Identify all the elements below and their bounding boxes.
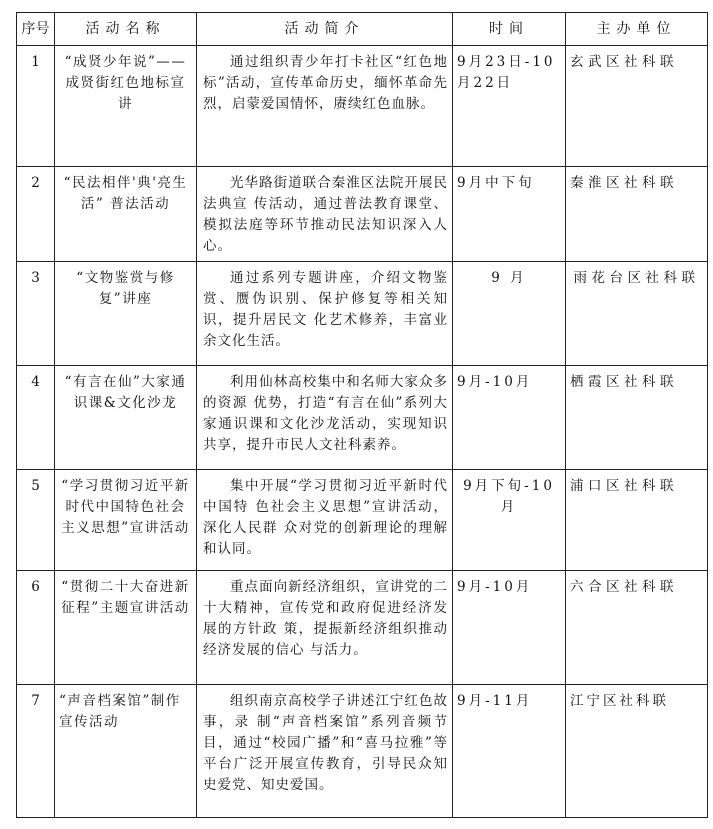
row-org: 浦口区社科联 — [566, 470, 708, 571]
row-no: 4 — [17, 366, 55, 470]
header-desc: 活动简介 — [197, 13, 453, 46]
row-org: 雨花台区社科联 — [566, 262, 708, 366]
activity-table — [16, 12, 708, 818]
row-name: “贯彻二十大奋进新征程”主题宣讲活动 — [55, 571, 197, 685]
row-org: 江宁区社科联 — [566, 685, 708, 818]
table-row — [17, 470, 708, 571]
table-row — [17, 685, 708, 818]
row-time: 9月-11月 — [453, 685, 566, 818]
row-no: 1 — [17, 46, 55, 167]
row-time: 9月-10月 — [453, 366, 566, 470]
row-no: 7 — [17, 685, 55, 818]
table-row — [17, 366, 708, 470]
row-no: 6 — [17, 571, 55, 685]
row-desc: 通过系列专题讲座，介绍文物鉴赏、赝伪识别、保护修复等相关知识，提升居民文 化艺术修养，丰富业余文化生活。 — [197, 262, 453, 366]
table-row — [17, 167, 708, 262]
table-row — [17, 46, 708, 167]
header-no: 序号 — [17, 13, 55, 46]
row-time: 9月中下旬 — [453, 167, 566, 262]
row-org: 秦淮区社科联 — [566, 167, 708, 262]
row-time: 9月-10月 — [453, 571, 566, 685]
row-desc: 重点面向新经济组织，宣讲党的二十大精神，宣传党和政府促进经济发展的方针政 策，提振新经济组织推动经济发展的信心 与活力。 — [197, 571, 453, 685]
row-name: “文物鉴赏与修复”讲座 — [55, 262, 197, 366]
row-name: “有言在仙”大家通识课&文化沙龙 — [55, 366, 197, 470]
table-row — [17, 571, 708, 685]
row-name: “声音档案馆”制作宣传活动 — [55, 685, 197, 818]
row-time: 9 月 — [453, 262, 566, 366]
row-org: 六合区社科联 — [566, 571, 708, 685]
row-no: 5 — [17, 470, 55, 571]
row-no: 3 — [17, 262, 55, 366]
row-name: “学习贯彻习近平新时代中国特色社会主义思想”宣讲活动 — [55, 470, 197, 571]
row-desc: 利用仙林高校集中和名师大家众多的资源 优势，打造“有言在仙”系列大家通识课和文化沙龙活动，实现知识共享，提升市民人文社科素养。 — [197, 366, 453, 470]
row-no: 2 — [17, 167, 55, 262]
row-desc: 组织南京高校学子讲述江宁红色故事，录 制“声音档案馆”系列音频节目，通过“校园广播”和“喜马拉雅”等平台广泛开展宣传教育，引导民众知史爱党、知史爱国。 — [197, 685, 453, 818]
header-org: 主办单位 — [566, 13, 708, 46]
row-desc: 集中开展“学习贯彻习近平新时代中国特 色社会主义思想”宣讲活动，深化人民群 众对党的创新理论的理解和认同。 — [197, 470, 453, 571]
header-row — [17, 13, 708, 46]
table-row — [17, 262, 708, 366]
row-org: 栖霞区社科联 — [566, 366, 708, 470]
row-name: “民法相伴'典'亮生活” 普法活动 — [55, 167, 197, 262]
row-time: 9月下旬-10月 — [453, 470, 566, 571]
row-org: 玄武区社科联 — [566, 46, 708, 167]
header-time: 时间 — [453, 13, 566, 46]
row-name: “成贤少年说”——成贤街红色地标宣讲 — [55, 46, 197, 167]
header-name: 活动名称 — [55, 13, 197, 46]
row-time: 9月23日-10月22日 — [453, 46, 566, 167]
row-desc: 通过组织青少年打卡社区“红色地标”活动，宣传革命历史，缅怀革命先烈，启蒙爱国情怀，赓续红色血脉。 — [197, 46, 453, 167]
row-desc: 光华路街道联合秦淮区法院开展民法典宣 传活动，通过普法教育课堂、模拟法庭等环节推动民法知识深入人心。 — [197, 167, 453, 262]
